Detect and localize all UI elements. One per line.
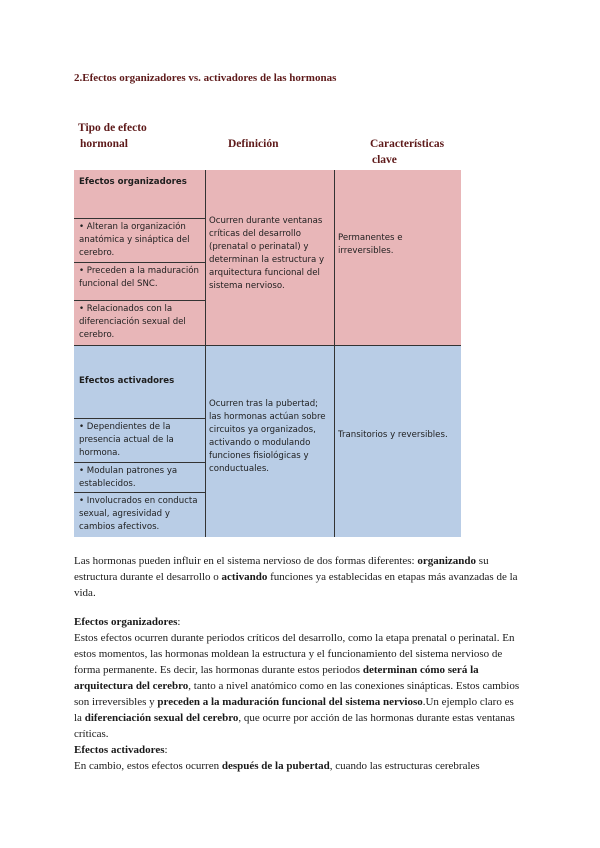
intro-text-1: Las hormonas pueden influir en el sistema nervioso de dos formas diferentes: (74, 555, 418, 567)
header-characteristics-line1: Características (370, 138, 445, 150)
organizing-paragraph (74, 614, 524, 774)
organizing-definition-text: Ocurren durante ventanas críticas del desarrollo (prenatal o perinatal) y determinan la estructura y arquitectura funcional del sistema nervioso. (209, 215, 325, 291)
activating-characteristics-cell (334, 345, 461, 537)
table-rule (74, 300, 205, 301)
intro-text-2: su estructura durante el desarrollo o (74, 555, 489, 583)
header-characteristics (370, 136, 444, 168)
header-type-line1: Tipo de efecto (78, 122, 147, 134)
activating-definition-text: Ocurren tras la pubertad; las hormonas actúan sobre circuitos ya organizados, activando o modulando funciones fisiológicas y conductuales. (209, 399, 326, 474)
activating-text-2: , cuando las estructuras cerebrales (329, 760, 480, 772)
organizing-bullet-3: • Relacionados con la diferenciación sexual del cerebro. (74, 300, 205, 345)
header-definition: Definición (228, 138, 279, 150)
header-type-line2: hormonal (80, 138, 128, 150)
organizing-bullet-1: • Alteran la organización anatómica y sináptica del cerebro. (74, 218, 205, 262)
activating-bullet-1: • Dependientes de la presencia actual de la hormona. (74, 418, 205, 462)
intro-bold-1: organizando (417, 555, 477, 567)
activating-characteristics-text: Transitorios y reversibles. (338, 429, 448, 440)
organizing-heading-cell: Efectos organizadores (74, 170, 205, 218)
header-type (78, 120, 147, 152)
activating-definition-cell (205, 345, 334, 537)
activating-bullet-2: • Modulan patrones ya establecidos. (74, 462, 205, 492)
intro-text-3: funciones ya establecidas en etapas más avanzadas de la vida. (74, 571, 518, 599)
organizing-text-4: , que ocurre por acción de las hormonas durante estas ventanas críticas. (74, 712, 515, 740)
organizing-definition-cell (205, 170, 334, 345)
table-rule (74, 492, 205, 493)
table-rule (74, 218, 205, 219)
activating-heading-cell: Efectos activadores (74, 345, 205, 418)
organizing-bold-2: preceden a la maduración funcional del sistema nervioso (157, 696, 423, 708)
organizing-text-3: .Un ejemplo claro es la (74, 696, 514, 724)
table-rule (205, 170, 206, 537)
organizing-bold-3: diferenciación sexual del cerebro (84, 712, 239, 724)
activating-heading-colon: : (164, 744, 168, 756)
table-rule (74, 262, 205, 263)
organizing-heading-colon: : (177, 616, 181, 628)
organizing-characteristics-cell (334, 170, 461, 345)
activating-bullet-3: • Involucrados en conducta sexual, agresividad y cambios afectivos. (74, 492, 205, 537)
page-title: 2.Efectos organizadores vs. activadores de las hormonas (74, 72, 337, 84)
organizing-text-2: , tanto a nivel anatómico como en las conexiones sinápticas. Estos cambios son irreversibles y (74, 680, 520, 708)
organizing-section-heading: Efectos organizadores (74, 616, 178, 628)
activating-text-1: En cambio, estos efectos ocurren (74, 760, 222, 772)
organizing-bullet-2: • Preceden a la maduración funcional del SNC. (74, 262, 205, 300)
table-rule (334, 170, 335, 537)
organizing-characteristics-text: Permanentes e irreversibles. (338, 232, 403, 256)
intro-paragraph (74, 553, 524, 601)
organizing-bold-1: determinan cómo será la arquitectura del cerebro (74, 664, 479, 692)
organizing-text-1: Estos efectos ocurren durante periodos críticos del desarrollo, como la etapa prenatal o perinatal. En estos momentos, las hormonas moldean la estructura y el funcionamiento del sistema nervioso de forma permanente. Es decir, las hormonas durante estos periodos (74, 632, 515, 676)
table-rule (74, 345, 461, 346)
activating-section-heading: Efectos activadores (74, 744, 165, 756)
activating-bold-1: después de la pubertad (221, 760, 330, 772)
header-characteristics-line2: clave (372, 154, 397, 166)
intro-bold-2: activando (221, 571, 268, 583)
table-rule (74, 418, 205, 419)
table-rule (74, 462, 205, 463)
